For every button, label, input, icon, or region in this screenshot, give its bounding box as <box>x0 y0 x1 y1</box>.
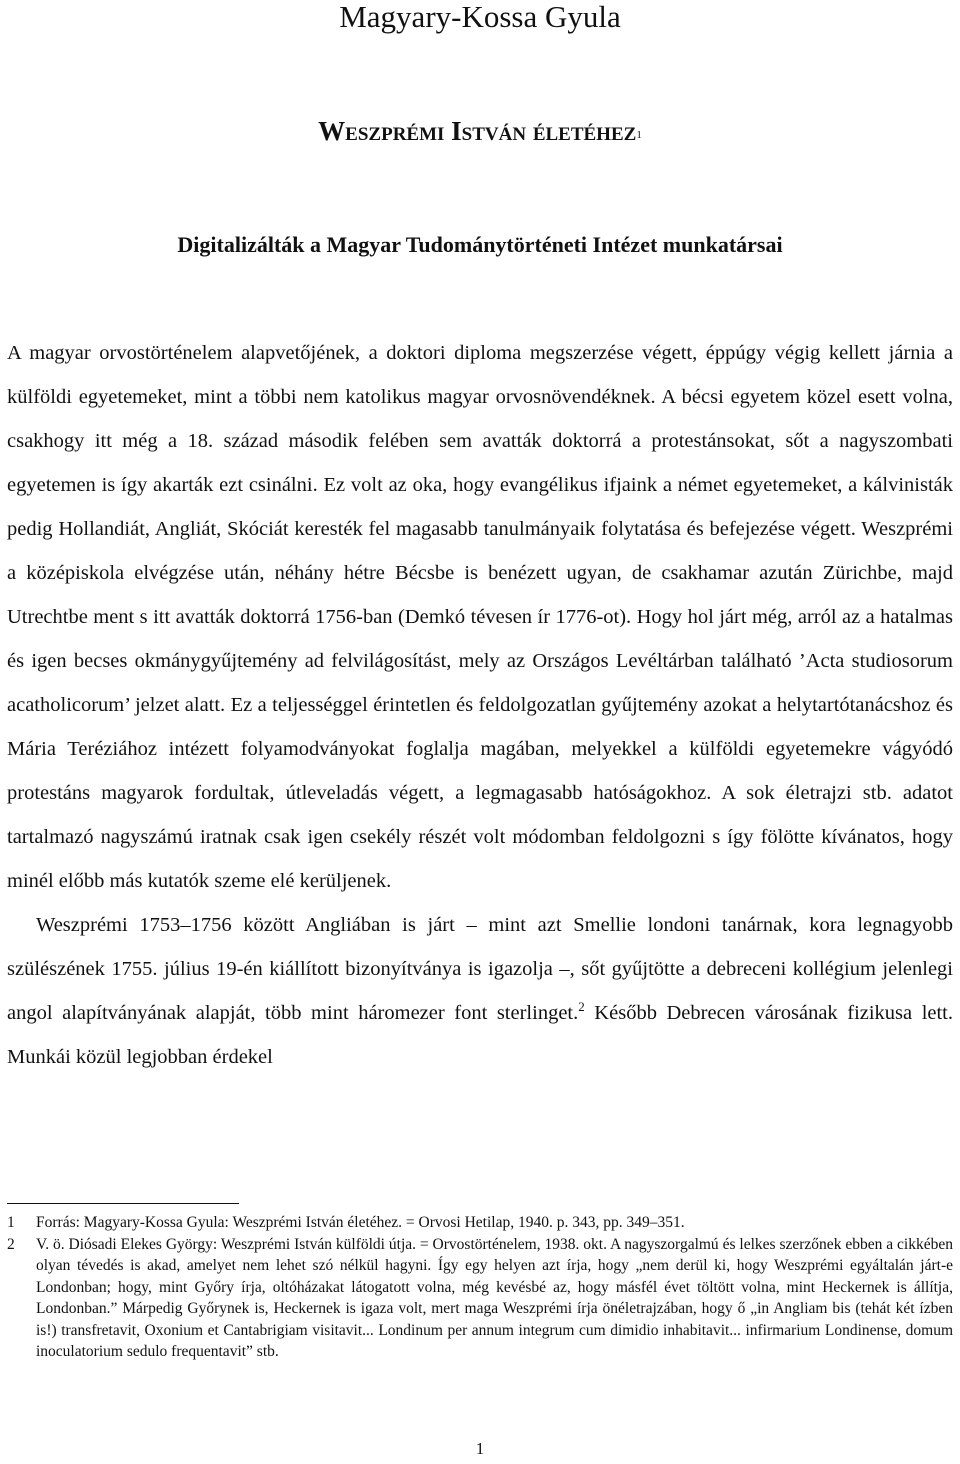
digitization-credit: Digitalizálták a Magyar Tudománytörténeti Intézet munkatársai <box>177 232 783 257</box>
body-text <box>7 331 953 1079</box>
footnote-ref-1[interactable]: 1 <box>636 129 642 141</box>
article-title-text: Weszprémi István életéhez <box>318 116 637 146</box>
paragraph-1: A magyar orvostörténelem alapvetőjének, a doktori diploma megszerzése végett, éppúgy végig kellett járnia a külföldi egyetemeket, mint a többi nem katolikus magyar orvosnövendéknek. A bécsi egyetem közel esett volna, csakhogy itt még a 18. század második felében sem avatták doktorrá a protestánsokat, sőt a nagyszombati egyetemen is így akarták ezt csinálni. Ez volt az oka, hogy evangélikus ifjaink a német egyetemeket, a kálvinisták pedig Hollandiát, Angliát, Skóciát keresték fel magasabb tanulmányaik folytatása és befejezése végett. Weszprémi a középiskola elvégzése után, néhány hétre Bécsbe is benézett ugyan, de csakhamar azután Zürichbe, majd Utrechtbe ment s itt avatták doktorrá 1756-ban (Demkó tévesen ír 1776-ot). Hogy hol járt még, arról az a hatalmas és igen becses okmánygyűjtemény ad felvilágosítást, mely az Országos Levéltárban található ’Acta studiosorum acatholicorum’ jelzet alatt. Ez a teljességgel érintetlen és feldolgozatlan gyűjtemény azokat a helytartótanácshoz és Mária Teréziához intézett folyamodványokat foglalja magában, melyekkel a külföldi egyetemekre vágyódó protestáns magyarok fordultak, útleveladás végett, a legmagasabb hatóságokhoz. A sok életrajzi stb. adatot tartalmazó nagyszámú iratnak csak igen csekély részét volt módomban feldolgozni s így fölötte kívánatos, hogy minél előbb más kutatók szeme elé kerüljenek. <box>7 342 953 892</box>
footnote-text: V. ö. Diósadi Elekes György: Weszprémi István külföldi útja. = Orvostörténelem, 1938. okt. A nagyszorgalmú és lelkes szerzőnek ebben a cikkében olyan tévedés is akad, amelyet nem lehet szó nélkül hagyni. Így egy helyen azt írja, hogy „nem derül ki, hogy Weszprémi egyáltalán járt-e Londonban; hogy, mint Győry írja, oltóházakat látogatott volna, még kevésbé az, hogy másfél évet töltött volna, mint Heckernek is állítja, Londonban.” Márpedig Győrynek is, Heckernek is igaza volt, mert maga Weszprémi írja önéletrajzában, hogy ő „in Angliam bis (tehát két ízben is!) transfretavit, Oxonium et Cantabrigiam visitavit... Londinum per annum integrum cum dimidio inhabitavit... infirmarium Londinense, domum inoculatorium sedulo frequentavit” stb. <box>36 1235 953 1360</box>
footnote-ref-2[interactable]: 2 <box>578 999 585 1015</box>
footnote-1 <box>7 1212 953 1234</box>
footnote-2 <box>7 1234 953 1363</box>
paragraph-2 <box>7 903 953 1079</box>
footnote-number: 2 <box>7 1235 15 1253</box>
author-name: Magyary-Kossa Gyula <box>339 0 621 34</box>
footnotes <box>7 1212 953 1363</box>
article-title <box>0 115 960 147</box>
footnote-separator <box>7 1203 239 1204</box>
paragraph-2-tail: Később Debrecen városának fizikusa lett. Munkái közül legjobban érdekel <box>7 1002 953 1068</box>
footnote-text: Forrás: Magyary-Kossa Gyula: Weszprémi István életéhez. = Orvosi Hetilap, 1940. p. 343, pp. 349–351. <box>36 1214 685 1231</box>
footnote-number: 1 <box>7 1214 15 1231</box>
page-number: 1 <box>475 1439 485 1458</box>
paragraph-2-text: Weszprémi 1753–1756 között Angliában is járt – mint azt Smellie londoni tanárnak, kora legnagyobb szülészének 1755. július 19-én kiállított bizonyítványa is igazolja –, sőt gyűjtötte a debreceni kollégium jelenlegi angol alapítványának alapját, több mint háromezer font sterlinget. <box>7 914 953 1024</box>
